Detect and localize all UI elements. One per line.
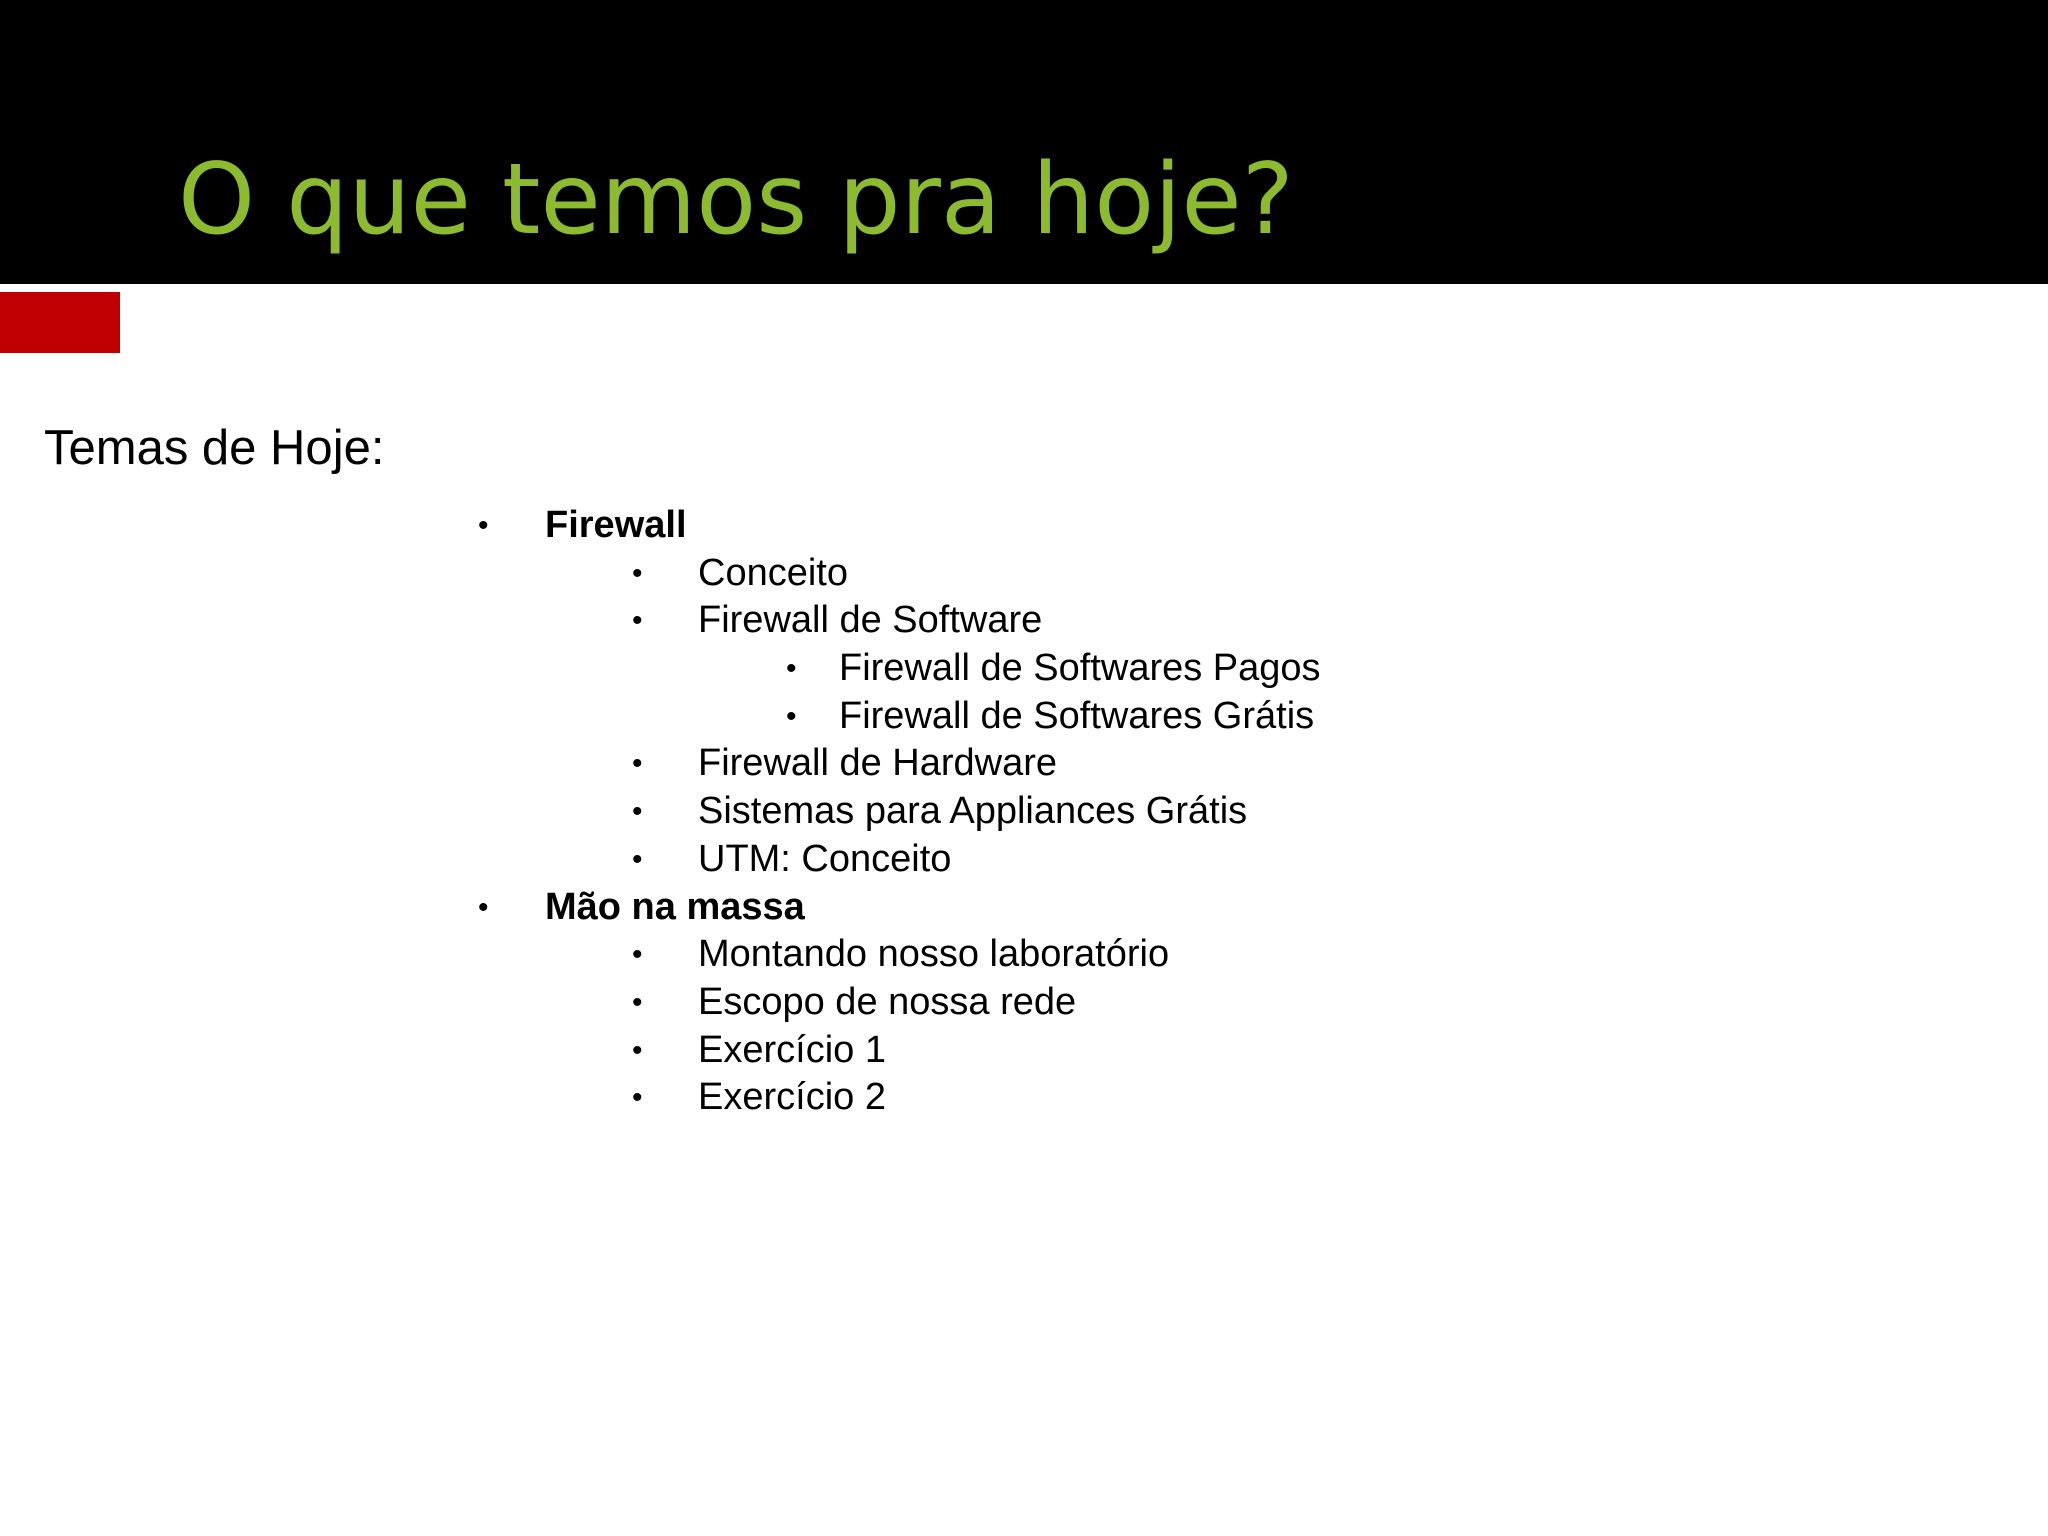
bullet-icon: • (632, 842, 643, 876)
section-subtitle: Temas de Hoje: (44, 421, 385, 475)
bullet-icon: • (478, 509, 489, 542)
bullet-icon: • (632, 556, 643, 590)
outline-item-text: Montando nosso laboratório (698, 933, 1170, 976)
accent-bar (0, 292, 120, 353)
bullet-icon: • (632, 1081, 643, 1115)
outline-item-text: Firewall de Softwares Grátis (839, 694, 1315, 737)
outline-item-text: Sistemas para Appliances Grátis (698, 790, 1248, 833)
bullet-icon: • (632, 938, 643, 972)
bullet-icon: • (786, 652, 797, 686)
bullet-icon: • (632, 985, 643, 1019)
outline-item-text: Conceito (698, 551, 848, 594)
bullet-icon: • (632, 1033, 643, 1067)
outline-item-text: Exercício 2 (698, 1076, 886, 1119)
bullet-icon: • (632, 795, 643, 829)
outline-item-text: Firewall de Softwares Pagos (839, 647, 1321, 690)
outline-item-text: Mão na massa (545, 885, 805, 928)
outline-item-text: Escopo de nossa rede (698, 980, 1077, 1023)
bullet-icon: • (478, 890, 489, 924)
bullet-icon: • (786, 699, 797, 733)
outline-item-text: Firewall de Hardware (698, 742, 1058, 785)
slide-title: O que temos pra hoje? (178, 143, 1294, 257)
outline-item-text: Firewall (545, 504, 687, 546)
bullet-icon: • (632, 747, 643, 781)
bullet-icon: • (632, 604, 643, 638)
outline-item-text: Firewall de Software (698, 599, 1043, 642)
outline-item-text: UTM: Conceito (698, 837, 952, 880)
outline-item-text: Exercício 1 (698, 1028, 886, 1071)
title-band (0, 0, 2048, 284)
